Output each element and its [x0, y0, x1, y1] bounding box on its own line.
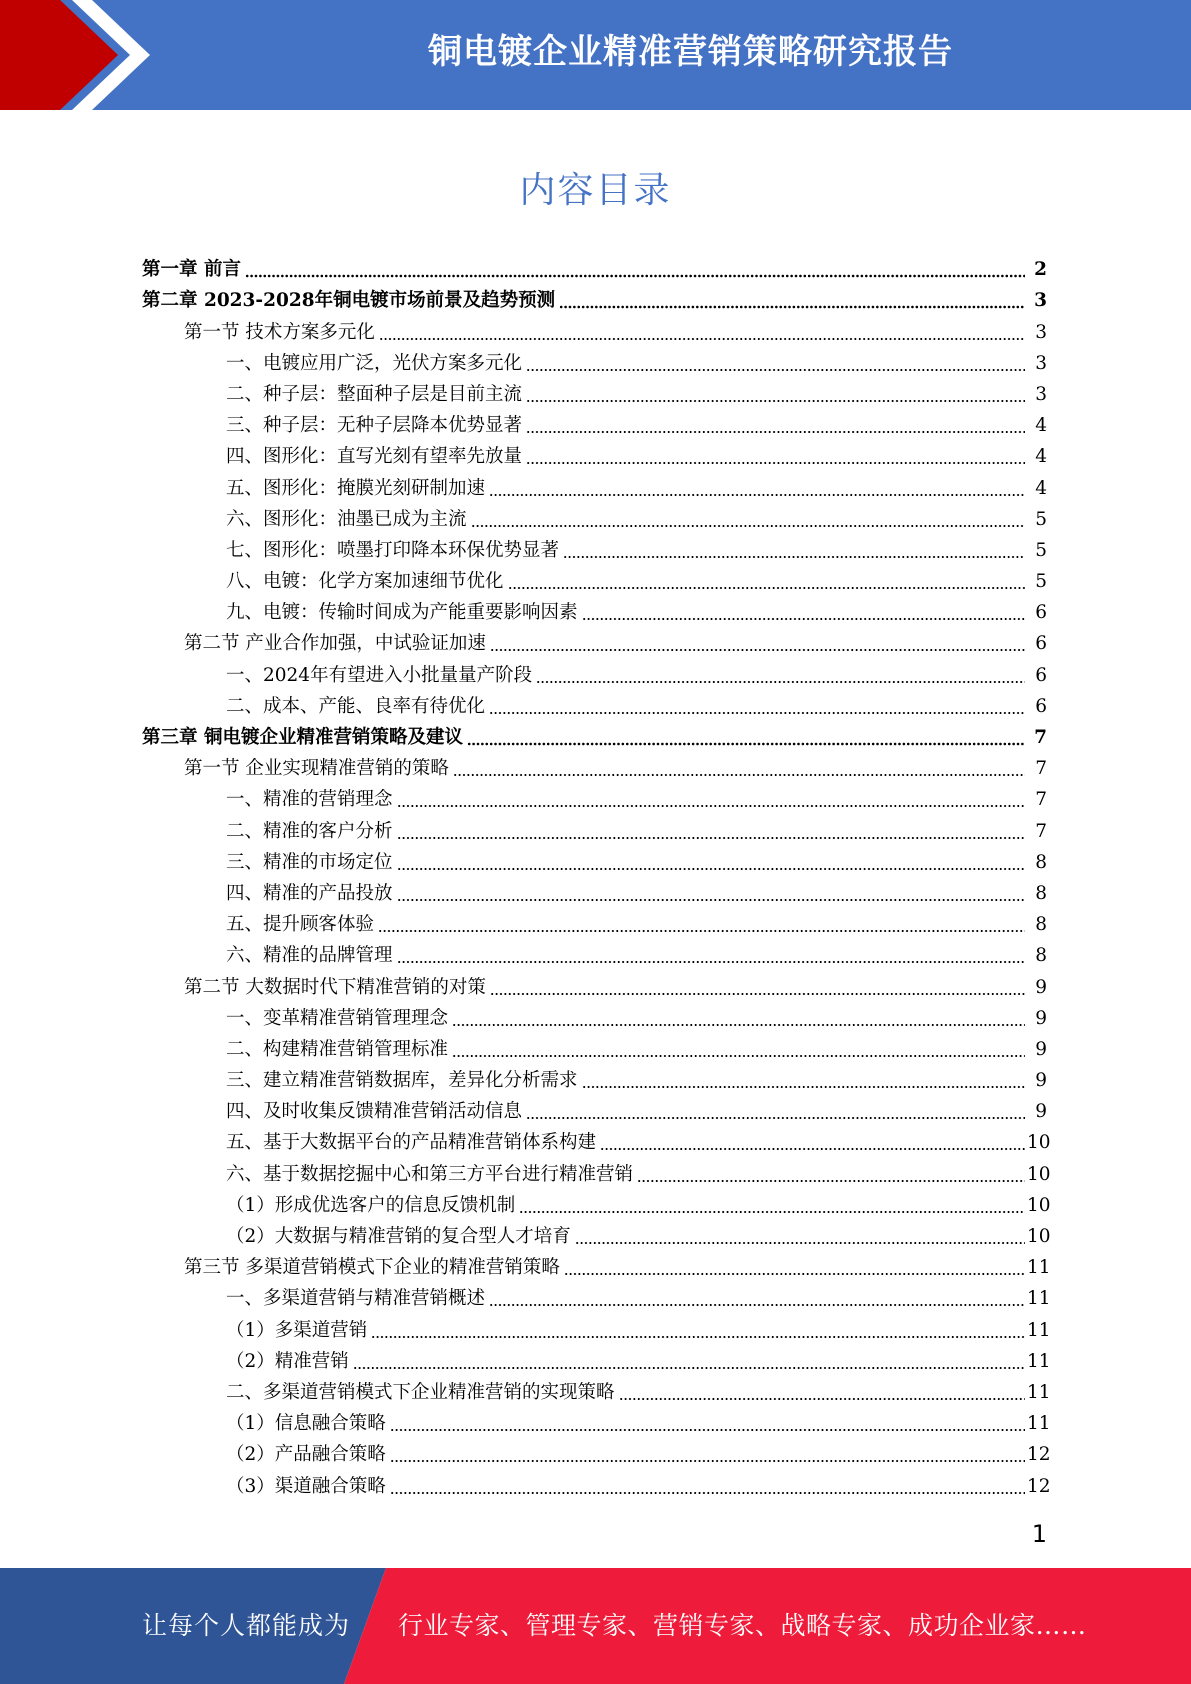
toc-entry-page-number: 6 — [1035, 633, 1047, 655]
toc-entry-title: （1）多渠道营销 — [226, 1319, 368, 1341]
toc-entry[interactable] — [0, 1034, 1191, 1065]
toc-entry-title: 二、多渠道营销模式下企业精准营销的实现策略 — [226, 1381, 615, 1403]
toc-entry-page-number: 9 — [1035, 1101, 1047, 1123]
toc-entry-title: 六、精准的品牌管理 — [226, 945, 393, 967]
toc-dot-leader — [490, 991, 1025, 997]
toc-entry-page-number: 3 — [1035, 321, 1047, 343]
toc-entry-title: 第二节 大数据时代下精准营销的对策 — [184, 976, 486, 998]
toc-entry[interactable] — [0, 535, 1191, 566]
toc-entry-title: （2）大数据与精准营销的复合型人才培育 — [226, 1226, 571, 1247]
toc-dot-leader — [526, 367, 1025, 373]
toc-entry-title: 五、基于大数据平台的产品精准营销体系构建 — [226, 1132, 597, 1154]
toc-entry-page-number: 12 — [1027, 1444, 1051, 1466]
toc-entry[interactable] — [0, 1221, 1191, 1252]
toc-entry-title: 六、基于数据挖掘中心和第三方平台进行精准营销 — [226, 1163, 634, 1185]
toc-entry-page-number: 7 — [1035, 758, 1047, 780]
toc-entry-title: 二、构建精准营销管理标准 — [226, 1038, 449, 1060]
toc-entry-page-number: 11 — [1027, 1381, 1051, 1403]
toc-entry-page-number: 6 — [1035, 602, 1047, 624]
toc-dot-leader — [379, 336, 1025, 342]
toc-entry[interactable] — [0, 566, 1191, 597]
toc-dot-leader — [245, 273, 1025, 279]
toc-dot-leader — [637, 1178, 1025, 1184]
toc-dot-leader — [371, 1334, 1025, 1340]
toc-dot-leader — [536, 679, 1025, 685]
toc-entry[interactable] — [0, 1252, 1191, 1283]
toc-dot-leader — [353, 1365, 1025, 1371]
toc-entry[interactable] — [0, 316, 1191, 347]
toc-entry-title: 第三节 多渠道营销模式下企业的精准营销策略 — [184, 1257, 560, 1279]
toc-entry-title: （1）形成优选客户的信息反馈机制 — [226, 1194, 516, 1216]
toc-entry[interactable] — [0, 1439, 1191, 1470]
toc-entry[interactable] — [0, 1283, 1191, 1314]
toc-dot-leader — [452, 1053, 1025, 1059]
toc-entry[interactable] — [0, 691, 1191, 722]
toc-dot-leader — [489, 710, 1025, 716]
toc-entry[interactable] — [0, 1003, 1191, 1034]
toc-dot-leader — [508, 585, 1025, 591]
toc-entry[interactable] — [0, 1470, 1191, 1501]
toc-entry-page-number: 4 — [1035, 415, 1047, 437]
toc-entry-title: （1）信息融合策略 — [226, 1413, 386, 1435]
toc-entry[interactable] — [0, 784, 1191, 815]
footer-banner — [0, 1568, 1191, 1684]
toc-entry[interactable] — [0, 815, 1191, 846]
toc-dot-leader — [526, 398, 1025, 404]
toc-entry-title: 九、电镀：传输时间成为产能重要影响因素 — [226, 602, 578, 624]
toc-entry-title: 第一章 前言 — [142, 259, 241, 281]
toc-entry-title: 第一节 企业实现精准营销的策略 — [184, 758, 449, 780]
toc-dot-leader — [559, 304, 1025, 310]
toc-entry[interactable] — [0, 597, 1191, 628]
toc-entry[interactable] — [0, 1127, 1191, 1158]
toc-entry-title: 二、精准的客户分析 — [226, 820, 393, 842]
toc-entry-page-number: 5 — [1035, 508, 1047, 530]
toc-entry-page-number: 6 — [1035, 695, 1047, 717]
toc-dot-leader — [526, 460, 1025, 466]
toc-entry-title: 二、成本、产能、良率有待优化 — [226, 695, 486, 717]
toc-entry-title: 二、种子层：整面种子层是目前主流 — [226, 383, 523, 405]
toc-entry-page-number: 2 — [1034, 259, 1047, 281]
toc-entry-title: （3）渠道融合策略 — [226, 1475, 386, 1497]
toc-entry-title: 七、图形化：喷墨打印降本环保优势显著 — [226, 539, 560, 561]
toc-entry-page-number: 7 — [1034, 727, 1047, 748]
toc-entry-page-number: 3 — [1035, 383, 1047, 405]
toc-entry[interactable] — [0, 1408, 1191, 1439]
toc-entry[interactable] — [0, 504, 1191, 535]
toc-entry-page-number: 4 — [1035, 446, 1047, 468]
toc-dot-leader — [397, 803, 1025, 809]
toc-entry-page-number: 5 — [1035, 539, 1047, 561]
toc-dot-leader — [390, 1490, 1025, 1496]
toc-entry-page-number: 8 — [1035, 945, 1047, 967]
toc-entry-page-number: 9 — [1035, 1038, 1047, 1060]
toc-entry-page-number: 10 — [1027, 1194, 1051, 1216]
toc-entry-page-number: 10 — [1027, 1163, 1051, 1185]
toc-entry[interactable] — [0, 722, 1191, 753]
toc-dot-leader — [526, 429, 1025, 435]
toc-entry-title: 第二章 2023-2028年铜电镀市场前景及趋势预测 — [142, 290, 556, 312]
toc-dot-leader — [582, 1084, 1025, 1090]
toc-entry[interactable] — [0, 971, 1191, 1002]
toc-entry-title: 三、精准的市场定位 — [226, 851, 393, 873]
toc-dot-leader — [526, 1115, 1025, 1121]
toc-entry-page-number: 9 — [1035, 976, 1047, 998]
toc-dot-leader — [452, 1022, 1025, 1028]
toc-entry-title: 一、多渠道营销与精准营销概述 — [226, 1288, 486, 1310]
toc-entry[interactable] — [0, 1065, 1191, 1096]
toc-entry-title: （2）精准营销 — [226, 1350, 349, 1372]
toc-dot-leader — [467, 741, 1025, 747]
toc-heading: 内容目录 — [519, 170, 672, 211]
toc-dot-leader — [390, 1458, 1025, 1464]
toc-entry[interactable] — [0, 878, 1191, 909]
toc-entry[interactable] — [0, 285, 1191, 316]
toc-entry-title: 一、精准的营销理念 — [226, 789, 393, 811]
header-banner — [0, 0, 1191, 110]
toc-entry-title: （2）产品融合策略 — [226, 1444, 386, 1466]
toc-entry-title: 四、精准的产品投放 — [226, 882, 393, 904]
toc-entry-page-number: 4 — [1035, 477, 1047, 499]
toc-dot-leader — [397, 959, 1025, 965]
toc-entry-page-number: 8 — [1035, 851, 1047, 873]
toc-entry-page-number: 3 — [1034, 290, 1047, 312]
toc-entry[interactable] — [0, 1190, 1191, 1221]
toc-entry-title: 五、图形化：掩膜光刻研制加速 — [226, 477, 486, 499]
toc-entry-page-number: 8 — [1035, 914, 1047, 936]
toc-entry[interactable] — [0, 940, 1191, 971]
toc-entry-page-number: 11 — [1027, 1350, 1051, 1372]
toc-entry[interactable] — [0, 1096, 1191, 1127]
toc-entry-page-number: 7 — [1035, 789, 1047, 811]
toc-entry-page-number: 9 — [1035, 1070, 1047, 1092]
toc-entry[interactable] — [0, 753, 1191, 784]
toc-entry[interactable] — [0, 1314, 1191, 1345]
toc-entry-page-number: 3 — [1035, 352, 1047, 374]
toc-entry-page-number: 8 — [1035, 882, 1047, 904]
toc-entry-title: 六、图形化：油墨已成为主流 — [226, 508, 467, 530]
toc-entry-page-number: 11 — [1027, 1257, 1051, 1279]
toc-entry[interactable] — [0, 628, 1191, 659]
toc-entry-page-number: 11 — [1027, 1413, 1051, 1435]
table-of-contents — [0, 254, 1191, 1502]
toc-entry[interactable] — [0, 1377, 1191, 1408]
toc-entry-title: 第一节 技术方案多元化 — [184, 321, 375, 343]
toc-entry-page-number: 6 — [1035, 664, 1047, 686]
toc-dot-leader — [563, 554, 1025, 560]
toc-entry-title: 一、变革精准营销管理理念 — [226, 1007, 449, 1029]
toc-entry-page-number: 12 — [1027, 1475, 1051, 1497]
toc-entry-title: 三、建立精准营销数据库，差异化分析需求 — [226, 1070, 578, 1092]
toc-entry-title: 一、电镀应用广泛，光伏方案多元化 — [226, 352, 523, 374]
footer-slogan-right: 行业专家、管理专家、营销专家、战略专家、成功企业家…… — [398, 1611, 1087, 1640]
footer-slogan-left: 让每个人都能成为 — [142, 1611, 351, 1640]
toc-dot-leader — [575, 1240, 1025, 1246]
toc-entry[interactable] — [0, 847, 1191, 878]
toc-dot-leader — [397, 835, 1025, 841]
toc-dot-leader — [471, 523, 1025, 529]
toc-entry-page-number: 10 — [1027, 1226, 1051, 1247]
toc-entry[interactable] — [0, 472, 1191, 503]
toc-entry[interactable] — [0, 1158, 1191, 1189]
toc-entry[interactable] — [0, 909, 1191, 940]
document-title: 铜电镀企业精准营销策略研究报告 — [428, 32, 953, 72]
toc-entry-title: 第二节 产业合作加强，中试验证加速 — [184, 633, 486, 655]
toc-entry[interactable] — [0, 379, 1191, 410]
toc-dot-leader — [490, 647, 1025, 653]
toc-dot-leader — [378, 928, 1025, 934]
toc-entry-title: 八、电镀：化学方案加速细节优化 — [226, 571, 504, 593]
toc-dot-leader — [390, 1427, 1025, 1433]
toc-entry-page-number: 11 — [1027, 1288, 1051, 1310]
toc-entry[interactable] — [0, 348, 1191, 379]
toc-entry-page-number: 11 — [1027, 1319, 1051, 1341]
toc-entry[interactable] — [0, 441, 1191, 472]
toc-entry-page-number: 7 — [1035, 820, 1047, 842]
toc-dot-leader — [489, 1302, 1025, 1308]
page-number: 1 — [1031, 1520, 1047, 1548]
toc-entry-title: 一、2024年有望进入小批量量产阶段 — [226, 664, 533, 686]
toc-dot-leader — [489, 492, 1025, 498]
toc-entry-page-number: 10 — [1027, 1132, 1051, 1154]
toc-dot-leader — [619, 1396, 1025, 1402]
toc-dot-leader — [600, 1146, 1025, 1152]
toc-entry[interactable] — [0, 410, 1191, 441]
header-arrow-decoration — [0, 0, 190, 110]
toc-entry[interactable] — [0, 254, 1191, 285]
toc-entry-title: 第三章 铜电镀企业精准营销策略及建议 — [142, 727, 463, 748]
toc-entry-title: 五、提升顾客体验 — [226, 914, 375, 936]
toc-entry-page-number: 9 — [1035, 1007, 1047, 1029]
toc-entry-title: 四、图形化：直写光刻有望率先放量 — [226, 446, 523, 468]
toc-entry-title: 三、种子层：无种子层降本优势显著 — [226, 415, 523, 437]
toc-dot-leader — [397, 866, 1025, 872]
toc-entry-page-number: 5 — [1035, 571, 1047, 593]
toc-entry[interactable] — [0, 659, 1191, 690]
toc-dot-leader — [453, 772, 1025, 778]
toc-dot-leader — [397, 897, 1025, 903]
toc-dot-leader — [564, 1271, 1025, 1277]
toc-dot-leader — [582, 616, 1025, 622]
toc-entry-title: 四、及时收集反馈精准营销活动信息 — [226, 1101, 523, 1123]
toc-entry[interactable] — [0, 1346, 1191, 1377]
toc-dot-leader — [519, 1209, 1025, 1215]
